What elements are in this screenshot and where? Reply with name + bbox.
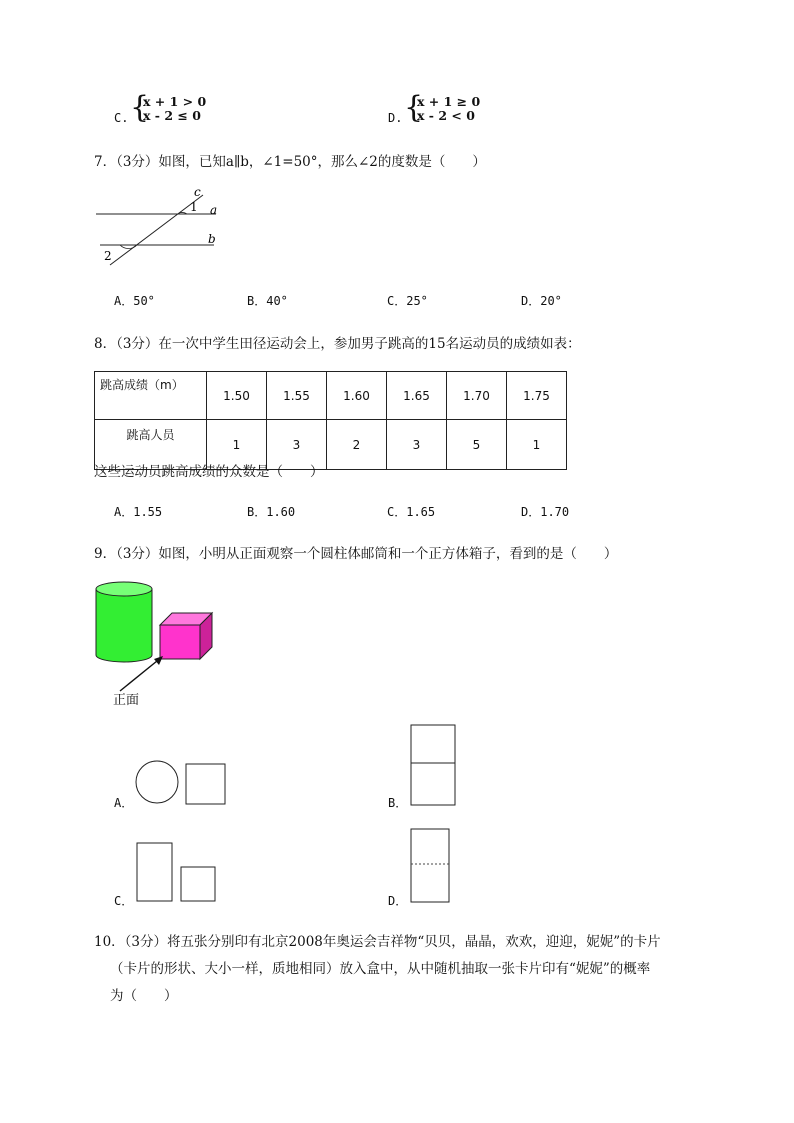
table-cell: 1.55 (267, 372, 327, 420)
q8-option-b: B．1.60 (247, 505, 296, 519)
q8-followup-text: 这些运动员跳高成绩的众数是（ ） (94, 464, 324, 480)
q8-scores-table (94, 371, 567, 470)
q9-option-b-figure (406, 722, 462, 808)
q6-option-d-line1: x + 1 ≥ 0 (417, 94, 481, 109)
brace-icon: { (130, 90, 150, 125)
tall-rectangle (411, 829, 449, 902)
front-view-label: 正面 (113, 693, 140, 708)
table-cell: 5 (447, 420, 507, 470)
q7-parallel-lines-figure (90, 183, 230, 268)
cylinder-body (96, 589, 152, 662)
q8-option-a: A．1.55 (114, 505, 163, 519)
table-cell: 1 (507, 420, 567, 470)
q7-option-d: D．20° (521, 294, 562, 308)
q9-option-d-label: D． (388, 894, 408, 908)
q9-option-c-figure (133, 840, 223, 906)
q6-option-d-line2: x - 2 < 0 (417, 108, 475, 123)
q10-line2: （卡片的形状、大小一样，质地相同）放入盒中，从中随机抽取一张卡片印有“妮妮”的概率 (110, 961, 651, 977)
square-shape (181, 867, 215, 901)
q9-option-c-label: C． (114, 894, 134, 908)
q6-option-d-label: D. (388, 111, 403, 125)
table-cell: 1.70 (447, 372, 507, 420)
q8-question-text: 8．（3分）在一次中学生田径运动会上，参加男子跳高的15名运动员的成绩如表： (94, 336, 581, 352)
q6-option-c-line1: x + 1 > 0 (143, 94, 207, 109)
q9-option-a-label: A． (114, 796, 134, 810)
q7-option-c: C．25° (387, 294, 428, 308)
table-cell: 3 (267, 420, 327, 470)
q6-option-c-label: C. (114, 111, 129, 125)
table-cell: 3 (387, 420, 447, 470)
table-row (95, 372, 567, 420)
table-cell: 1.65 (387, 372, 447, 420)
q8-option-d: D．1.70 (521, 505, 570, 519)
tall-rectangle (411, 725, 455, 805)
q9-option-b-label: B． (388, 796, 408, 810)
label-angle1: 1 (190, 200, 198, 214)
table-cell: 1.75 (507, 372, 567, 420)
cube-front (160, 625, 200, 659)
label-a: a (210, 203, 218, 217)
table-header-score: 跳高成绩（m） (95, 372, 207, 420)
q7-option-a: A．50° (114, 294, 155, 308)
label-b: b (208, 232, 216, 246)
q9-option-a-figure (133, 759, 233, 809)
q8-option-c: C．1.65 (387, 505, 436, 519)
q6-option-c-line2: x - 2 ≤ 0 (143, 108, 201, 123)
table-cell: 1.50 (207, 372, 267, 420)
circle-shape (136, 761, 178, 803)
q9-objects-figure (88, 575, 223, 667)
label-c: c (194, 185, 201, 199)
table-header-people: 跳高人员 (95, 420, 207, 470)
cylinder-top (96, 582, 152, 596)
label-angle2: 2 (104, 249, 112, 263)
q10-line1: 10．（3分）将五张分别印有北京2008年奥运会吉祥物“贝贝，晶晶，欢欢，迎迎，妮妮”的卡片 (94, 934, 661, 950)
table-cell: 2 (327, 420, 387, 470)
q9-question-text: 9．（3分）如图，小明从正面观察一个圆柱体邮筒和一个正方体箱子，看到的是（ ） (94, 546, 618, 562)
angle2-arc (120, 245, 137, 249)
q7-option-b: B．40° (247, 294, 288, 308)
table-cell: 1.60 (327, 372, 387, 420)
rectangle-shape (137, 843, 172, 901)
q9-option-d-figure (406, 826, 454, 906)
brace-icon: { (404, 90, 424, 125)
table-cell: 1 (207, 420, 267, 470)
q7-question-text: 7．（3分）如图，已知a∥b，∠1=50°，那么∠2的度数是（ ） (94, 154, 486, 170)
square-shape (186, 764, 225, 804)
q10-line3: 为（ ） (110, 988, 178, 1004)
